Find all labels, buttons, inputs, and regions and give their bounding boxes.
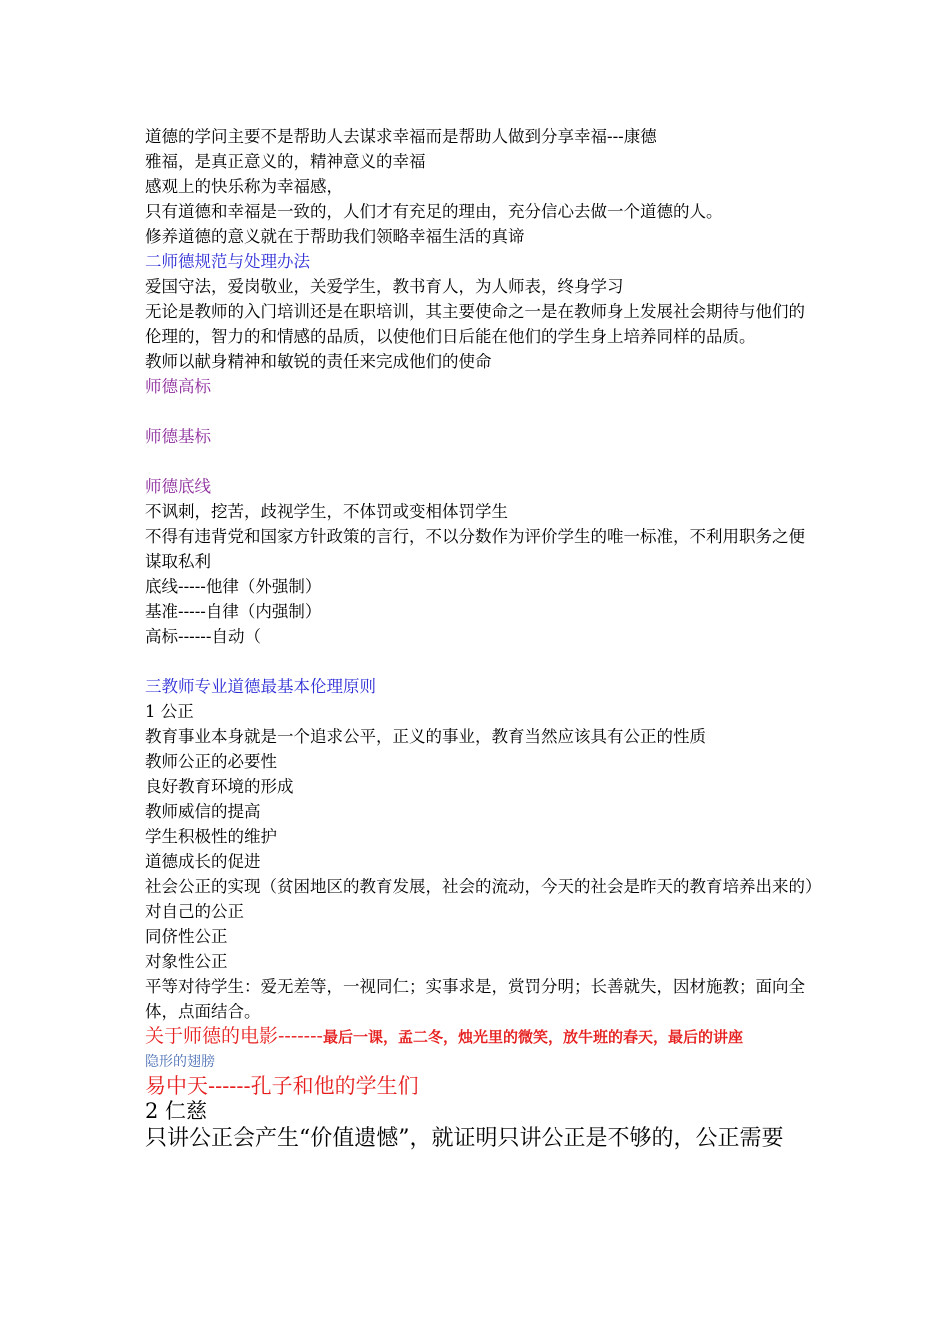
paragraph: 雅福，是真正意义的，精神意义的幸福	[145, 152, 426, 171]
lecture-title: 易中天------孔子和他的学生们	[145, 1074, 419, 1098]
spacer	[145, 449, 815, 474]
movie-link[interactable]: 隐形的翅膀	[145, 1054, 215, 1070]
paragraph: 爱国守法，爱岗敬业，关爱学生，教书育人，为人师表，终身学习	[145, 277, 624, 296]
paragraph: 社会公正的实现（贫困地区的教育发展，社会的流动，今天的社会是昨天的教育培养出来的）	[145, 877, 822, 896]
paragraph: 无论是教师的入门培训还是在职培训，其主要使命之一是在教师身上发展社会期待与他们的伦理的，智力的和情感的品质，以使他们日后能在他们的学生身上培养同样的品质。	[145, 302, 805, 346]
section-heading-3: 三教师专业道德最基本伦理原则	[145, 677, 376, 696]
paragraph: 1 公正	[145, 702, 194, 721]
paragraph: 不得有违背党和国家方针政策的言行，不以分数作为评价学生的唯一标准，不利用职务之便谋取私利	[145, 527, 805, 571]
subheading-base-standard: 师德基标	[145, 427, 211, 446]
paragraph: 教师以献身精神和敏锐的责任来完成他们的使命	[145, 352, 492, 371]
paragraph: 道德的学问主要不是帮助人去谋求幸福而是帮助人做到分享幸福---康德	[145, 127, 657, 146]
paragraph: 只讲公正会产生“价值遗憾”，就证明只讲公正是不够的，公正需要	[145, 1126, 784, 1151]
spacer	[145, 649, 815, 674]
paragraph: 高标------自动（	[145, 627, 261, 646]
paragraph: 基准-----自律（内强制）	[145, 602, 322, 621]
paragraph: 道德成长的促进	[145, 852, 261, 871]
paragraph: 对象性公正	[145, 952, 228, 971]
subheading-benevolence: 2 仁慈	[145, 1099, 208, 1123]
paragraph: 教师公正的必要性	[145, 752, 277, 771]
paragraph: 平等对待学生：爱无差等，一视同仁；实事求是，赏罚分明；长善就失，因材施教；面向全体，点面结合。	[145, 977, 805, 1021]
paragraph: 良好教育环境的形成	[145, 777, 294, 796]
movie-list	[145, 1024, 815, 1050]
paragraph: 修养道德的意义就在于帮助我们领略幸福生活的真谛	[145, 227, 525, 246]
paragraph: 不讽刺，挖苦，歧视学生，不体罚或变相体罚学生	[145, 502, 508, 521]
paragraph: 学生积极性的维护	[145, 827, 277, 846]
paragraph: 同侪性公正	[145, 927, 228, 946]
subheading-high-standard: 师德高标	[145, 377, 211, 396]
movie-list-items: 最后一课，孟二冬，烛光里的微笑，放牛班的春天，最后的讲座	[322, 1028, 743, 1046]
subheading-bottom-line: 师德底线	[145, 477, 211, 496]
movie-list-title: 关于师德的电影-------	[145, 1025, 323, 1047]
paragraph: 只有道德和幸福是一致的，人们才有充足的理由，充分信心去做一个道德的人。	[145, 202, 723, 221]
paragraph: 底线-----他律（外强制）	[145, 577, 322, 596]
section-heading-2: 二师德规范与处理办法	[145, 252, 310, 271]
document-page	[145, 124, 822, 1154]
paragraph: 教育事业本身就是一个追求公平，正义的事业，教育当然应该具有公正的性质	[145, 727, 706, 746]
spacer	[145, 399, 815, 424]
paragraph: 教师威信的提高	[145, 802, 261, 821]
paragraph: 感观上的快乐称为幸福感，	[145, 177, 343, 196]
paragraph: 对自己的公正	[145, 902, 244, 921]
